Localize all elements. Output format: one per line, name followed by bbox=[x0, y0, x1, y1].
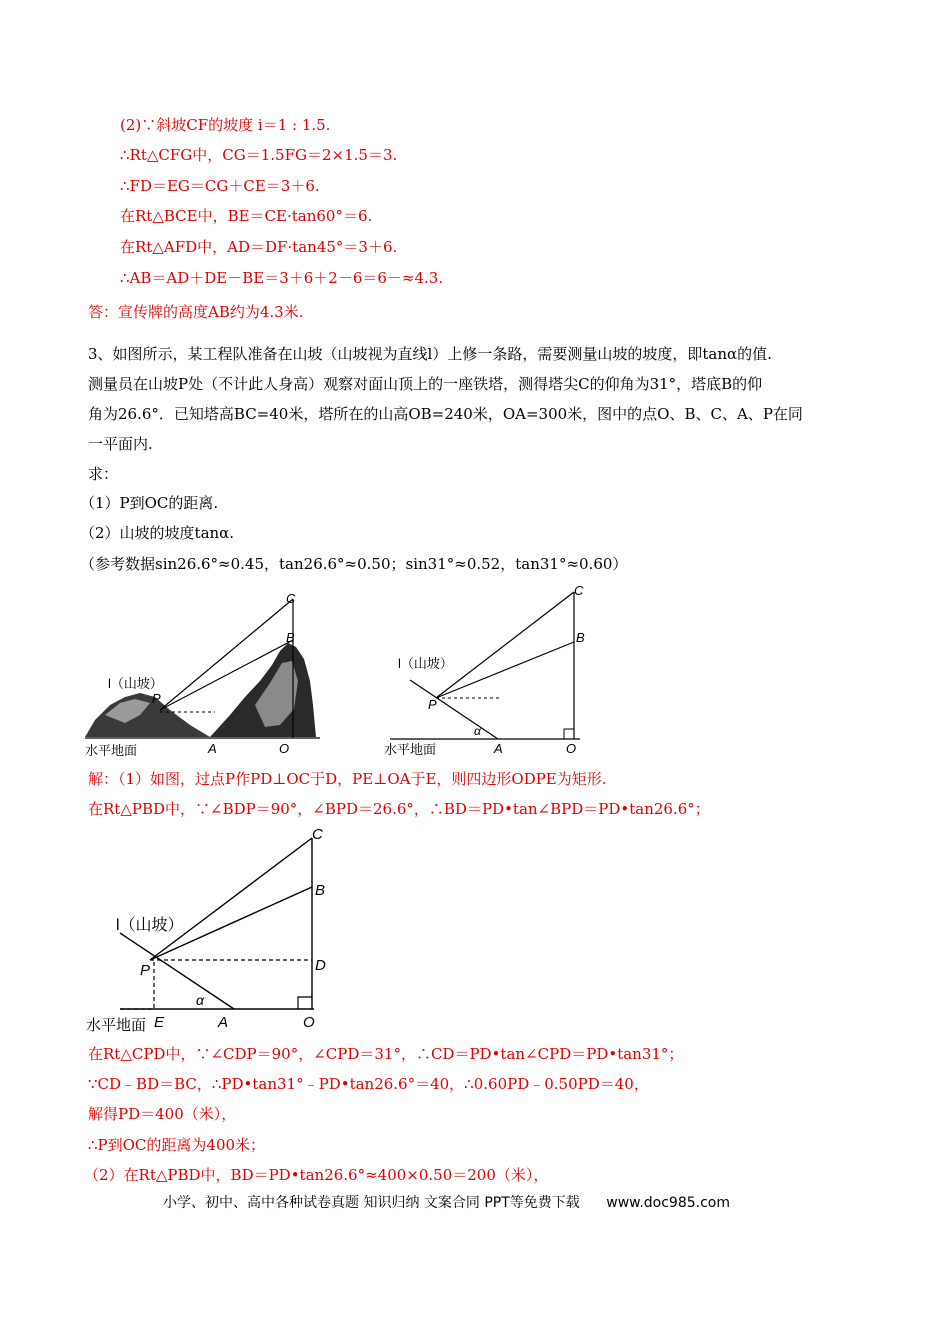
solution-line: ∴AB＝AD＋DE－BE＝3＋6＋2－6＝6－≈4.3. bbox=[120, 269, 444, 287]
problem-line: 测量员在山坡P处（不计此人身高）观察对面山顶上的一座铁塔，测得塔尖C的仰角为31°，塔底B的仰 bbox=[88, 375, 763, 393]
right-angle-mark bbox=[298, 997, 312, 1009]
solution-line: (2)∵斜坡CF的坡度 i＝1 : 1.5. bbox=[120, 116, 331, 134]
label-o: O bbox=[566, 741, 577, 756]
question-2: （2）山坡的坡度tanα. bbox=[80, 524, 235, 542]
sight-line-b bbox=[436, 642, 574, 698]
label-b: B bbox=[315, 882, 326, 899]
label-o: O bbox=[303, 1014, 315, 1031]
reference-data: （参考数据sin26.6°≈0.45，tan26.6°≈0.50；sin31°≈0.52，tan31°≈0.60） bbox=[80, 555, 628, 573]
right-angle-mark bbox=[564, 729, 574, 739]
slope-line bbox=[410, 680, 498, 739]
question-1: （1）P到OC的距离. bbox=[80, 494, 219, 512]
answer-line: 答：宣传牌的高度AB约为4.3米. bbox=[88, 303, 304, 321]
label-a: A bbox=[494, 741, 503, 756]
label-b: B bbox=[286, 630, 295, 645]
label-alpha: α bbox=[196, 992, 204, 1008]
solution-line: 在Rt△AFD中，AD＝DF·tan45°＝3＋6. bbox=[120, 238, 398, 256]
label-slope: l（山坡） bbox=[398, 656, 453, 671]
label-c: C bbox=[574, 583, 584, 598]
label-a: A bbox=[208, 741, 217, 756]
solution-line: ∴Rt△CFG中，CG＝1.5FG＝2×1.5＝3. bbox=[120, 146, 398, 164]
solution-line: 解得PD＝400（米）， bbox=[88, 1105, 237, 1123]
label-ground: 水平地面 bbox=[384, 742, 437, 757]
label-ground: 水平地面 bbox=[85, 743, 138, 758]
problem-line: 一平面内. bbox=[88, 435, 153, 453]
label-d: D bbox=[315, 957, 326, 974]
sight-line-c bbox=[150, 838, 312, 960]
mountain-figure bbox=[80, 585, 330, 760]
solution-line: ∵CD﹣BD＝BC，∴PD•tan31°﹣PD•tan26.6°＝40，∴0.60PD﹣0.50PD＝40， bbox=[88, 1075, 649, 1093]
solution-line: 在Rt△BCE中，BE＝CE·tan60°＝6. bbox=[120, 207, 373, 225]
solution-line: 解：（1）如图，过点P作PD⊥OC于D，PE⊥OA于E，则四边形ODPE为矩形. bbox=[88, 770, 607, 788]
footer-site-link[interactable]: www.doc985.com bbox=[606, 1195, 730, 1211]
page-footer bbox=[163, 1192, 730, 1212]
label-c: C bbox=[286, 591, 296, 606]
geometry-figure bbox=[380, 582, 610, 762]
left-hill-shading bbox=[85, 693, 210, 737]
solution-line: 在Rt△PBD中，∵∠BDP＝90°，∠BPD＝26.6°，∴BD＝PD•tan∠BPD＝PD•tan26.6°； bbox=[88, 800, 710, 818]
label-p: P bbox=[152, 691, 161, 706]
solution-line: 在Rt△CPD中，∵∠CDP＝90°，∠CPD＝31°，∴CD＝PD•tan∠CPD＝PD•tan31°； bbox=[88, 1045, 684, 1063]
label-slope: l（山坡） bbox=[116, 917, 184, 934]
label-alpha: α bbox=[474, 724, 481, 738]
label-o: O bbox=[279, 741, 290, 756]
slope-line bbox=[120, 933, 234, 1009]
footer-text: 小学、初中、高中各种试卷真题 知识归纳 文案合同 PPT等免费下载 bbox=[163, 1195, 580, 1211]
label-a: A bbox=[218, 1014, 229, 1031]
label-b: B bbox=[576, 630, 585, 645]
problem-line: 3、如图所示，某工程队准备在山坡（山坡视为直线l）上修一条路，需要测量山坡的坡度，即tanα的值. bbox=[88, 345, 772, 363]
solution-line: ∴FD＝EG＝CG＋CE＝3＋6. bbox=[120, 177, 320, 195]
label-e: E bbox=[154, 1014, 165, 1031]
label-p: P bbox=[428, 697, 437, 712]
label-slope: l（山坡） bbox=[108, 676, 163, 691]
problem-line: 角为26.6°．已知塔高BC=40米，塔所在的山高OB=240米，OA=300米，图中的点O、B、C、A、P在同 bbox=[88, 405, 803, 423]
right-mountain-shading bbox=[210, 643, 316, 737]
solution-line: ∴P到OC的距离为400米； bbox=[88, 1136, 266, 1154]
solution-line: （2）在Rt△PBD中，BD＝PD•tan26.6°≈400×0.50＝200（米）， bbox=[84, 1166, 549, 1184]
label-ground: 水平地面 bbox=[86, 1017, 147, 1034]
problem-line: 求： bbox=[88, 465, 119, 483]
solution-figure bbox=[84, 823, 344, 1038]
label-p: P bbox=[140, 962, 151, 979]
label-c: C bbox=[312, 826, 323, 843]
sight-line-c bbox=[436, 592, 574, 698]
